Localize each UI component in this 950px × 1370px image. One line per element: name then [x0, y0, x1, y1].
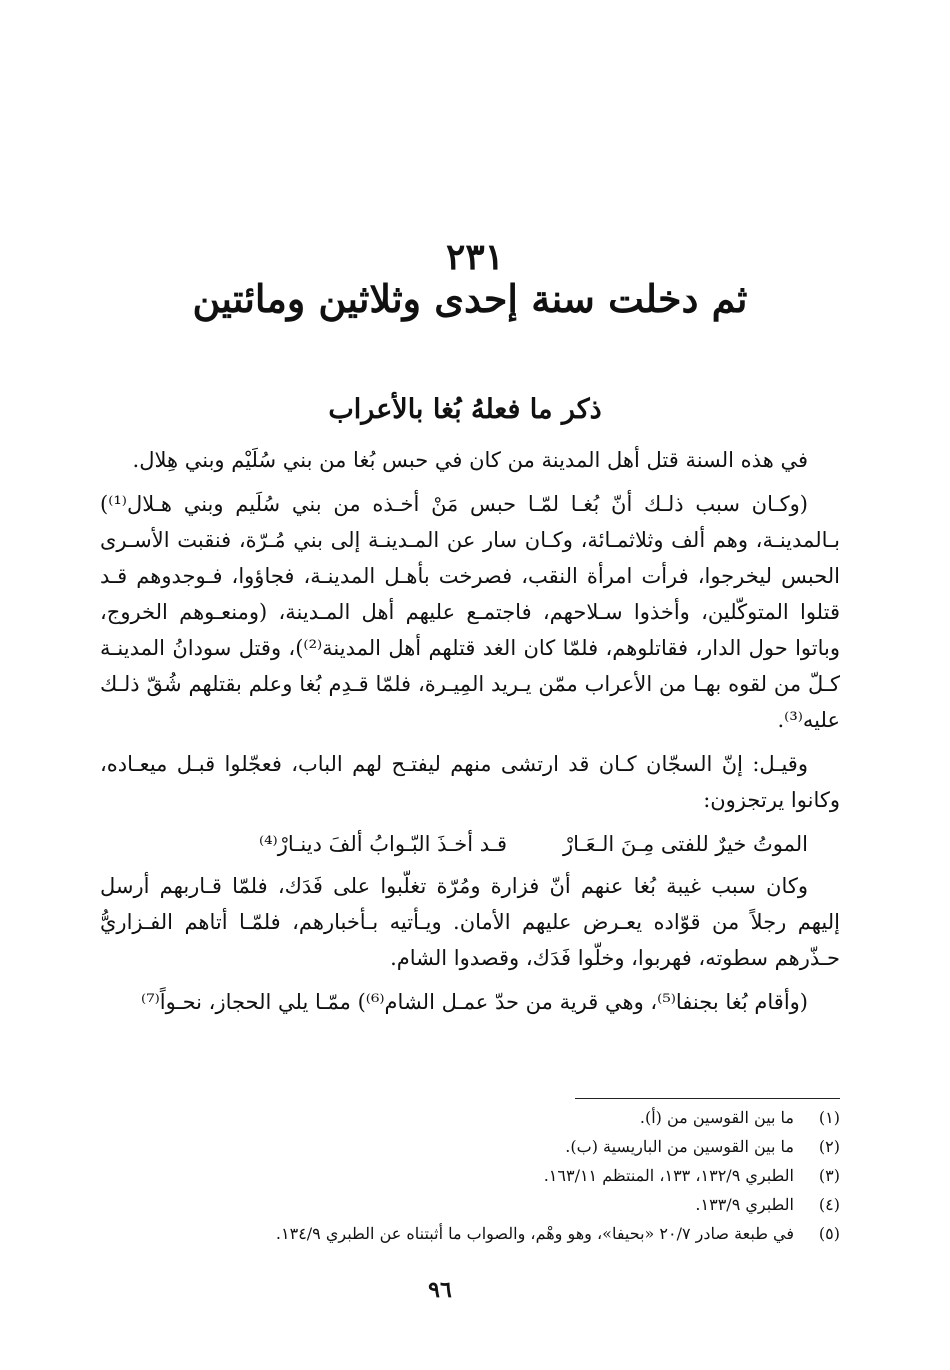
footnote-text: ما بين القوسين من (أ). [639, 1108, 794, 1127]
footnote-item [100, 1161, 840, 1190]
paragraph-3: وقيـل: إنّ السجّان كـان قد ارتشى منهم ليفتـح لهم الباب، فعجّلوا قبـل ميعـاده، وكانوا يرتجزون: [100, 752, 840, 812]
footnote-item [100, 1219, 840, 1248]
body-text [100, 442, 840, 1028]
footnote-text: الطبري ١٣٢/٩، ١٣٣، المنتظم ١٦٣/١١. [543, 1166, 794, 1185]
footnote-text: الطبري ١٣٣/٩. [695, 1195, 794, 1214]
footnote-text: ما بين القوسين من الباريسية (ب). [565, 1137, 794, 1156]
chapter-title: ثم دخلت سنة إحدى وثلاثين ومائتين [192, 276, 748, 321]
year-number: ٢٣١ [445, 236, 504, 278]
footnote-number: (١) [818, 1108, 840, 1127]
footnote-item [100, 1190, 840, 1219]
footnote-item [100, 1132, 840, 1161]
footnote-number: (٥) [818, 1224, 840, 1243]
footnote-text: في طبعة صادر ٢٠/٧ «بحيفا»، وهو وهْم، والصواب ما أثبتناه عن الطبري ١٣٤/٩. [275, 1224, 794, 1243]
paragraph-5: (وأقام بُغا بجنفا⁽⁵⁾، وهي قرية من حدّ عمـل الشام⁽⁶⁾) ممّـا يلي الحجاز، نحـواً⁽⁷⁾ [141, 990, 808, 1014]
verse [100, 826, 840, 862]
footnote-number: (٣) [818, 1166, 840, 1185]
verse-hemistich-2: قـد أخـذَ البّـوابُ ألفَ دينـارْ⁽⁴⁾ [258, 832, 507, 856]
paragraph-1: في هذه السنة قتل أهل المدينة من كان في حبس بُغا من بني سُلَيْم وبني هِلال. [132, 448, 808, 472]
verse-hemistich-1: الموتُ خيرٌ للفتى مِـنَ الـعَـارْ [562, 832, 808, 856]
paragraph-2: (وكـان سبب ذلـك أنّ بُغـا لمّـا حبس مَنْ أخـذه من بني سُلَيم وبني هـلال⁽¹⁾) بـالمدينـة، وهم ألف وثلاثمـائة، وكـان سار عن المـدينـة إلى بني مُـرّة، فنقبت الأسـرى الحبس ليخرجوا، فرأت امرأة النقب، فصرخت بأهـل المدينـة، فجاؤوا، فـوجدوهم قـد قتلوا المتوكّلين، وأخذوا سـلاحهم، فاجتمـع عليهم أهل المـدينة، (ومنعـوهم الخروج، وباتوا حول الدار، فقاتلوهم، فلمّا كان الغد قتلهم أهل المدينة⁽²⁾)، وقتل سودانُ المدينـة كـلّ من لقوه بهـا من الأعراب ممّن يـريد المِيـرة، فلمّا قـدِم بُغا وعلم بقتلهم شُقّ ذلـك عليه⁽³⁾. [100, 492, 840, 732]
footnotes [100, 1103, 840, 1248]
paragraph-4: وكان سبب غيبة بُغا عنهم أنّ فزارة ومُرّة تغلّبوا على فَدَك، فلمّا قـاربهم أرسل إليهم رجلاً من قوّاده يعـرض عليهم الأمان. ويـأتيه بـأخبارهم، فلمّـا أتاهم الفـزاريُّ حـذّرهم سطوته، فهربوا، وخلّوا فَدَك، وقصدوا الشام. [100, 874, 840, 970]
footnote-number: (٢) [818, 1137, 840, 1156]
footnote-divider [575, 1098, 840, 1099]
footnote-number: (٤) [818, 1195, 840, 1214]
footnote-item [100, 1103, 840, 1132]
section-heading: ذكر ما فعلهُ بُغا بالأعراب [328, 394, 602, 425]
page-number: ٩٦ [428, 1277, 452, 1303]
